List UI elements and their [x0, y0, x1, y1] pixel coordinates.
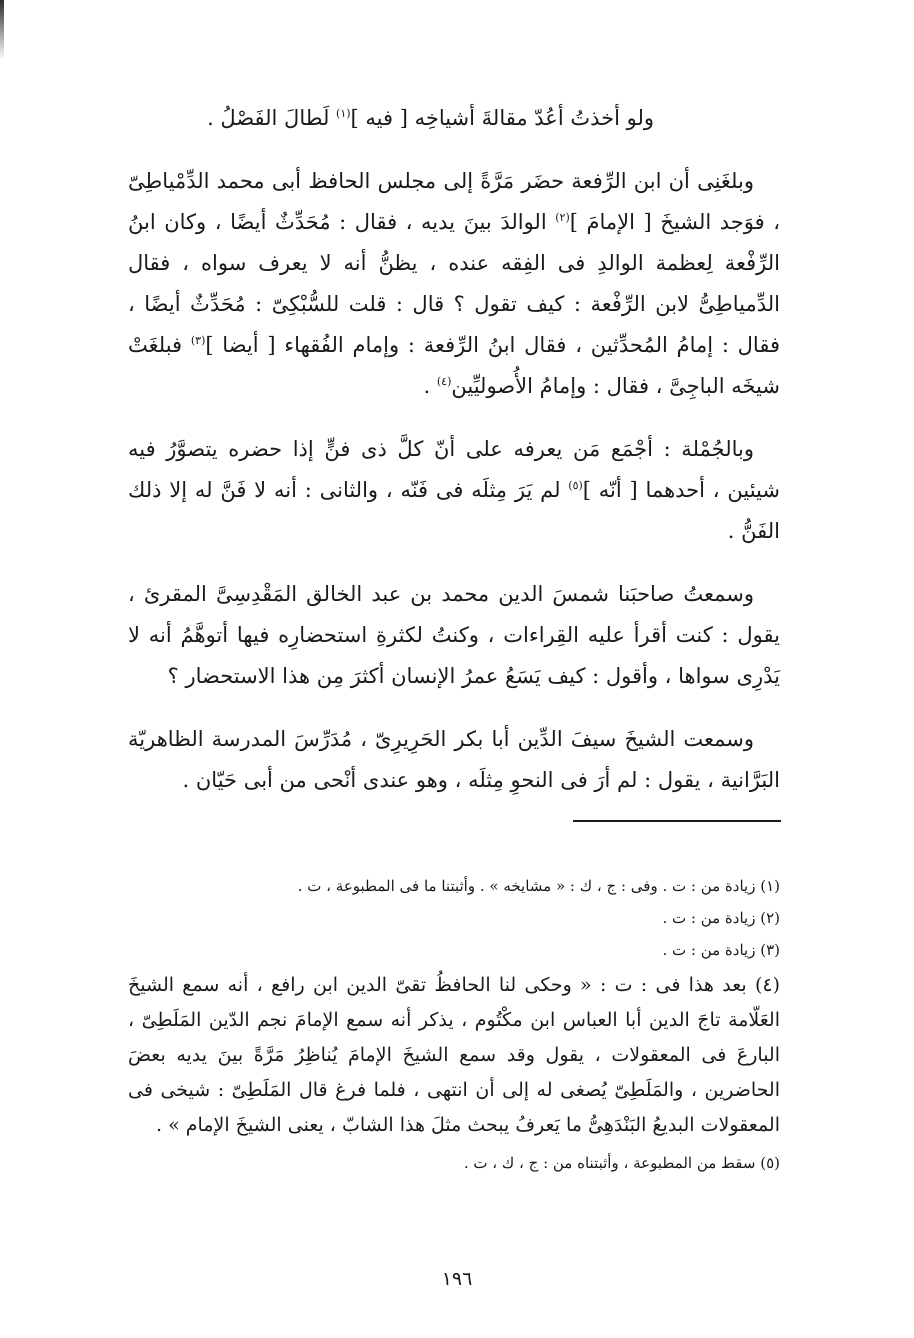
footnote-ref-3: (٣) [190, 334, 206, 347]
paragraph-3: وبالجُمْلة : أجْمَع مَن يعرفه على أنّ كلَّ ذى فنٍّ إذا حضره يتصوَّرُ فيه شيئين ، أحدهما [ أنّه ]$^{(٥)}$ لم يَرَ مِثلَه فى فَنّه ، والثانى : أنه لا فَنَّ له إلا ذلك الفَنُّ . [128, 437, 780, 543]
paragraph-2: وبلغَنِى أن ابن الرِّفعة حضَر مَرَّةً إلى مجلس الحافظ أبى محمد الدِّمْياطِىّ ، فوَجد الشيخَ [ الإمامَ ]$^{(٢)}$ الوالدَ بينَ يديه ، فقال : مُحَدِّثٌ أيضًا ، وكان ابنُ الرِّفْعة لِعظمة الوالدِ فى الفِقه عنده ، يظنُّ أنه لا يعرف سواه ، فقال الدِّمياطِىُّ لابن الرِّفْعة : كيف تقول ؟ قال : قلت للسُّبْكِىّ : مُحَدِّثٌ أيضًا ، فقال : إمامُ المُحدِّثين ، فقال ابنُ الرِّفعة : وإمام الفُقهاء [ أيضا ]$^{(٣)}$ فبلغَتْ شيخَه الباجِىَّ ، فقال : وإمامُ الأُصوليِّين$^{(٤)}$ . [128, 169, 780, 398]
footnote-ref-1: (١) [336, 107, 351, 120]
footnote-3: (٣) زيادة من : ت . [662, 941, 780, 959]
footnote-2: (٢) زيادة من : ت . [662, 909, 780, 927]
page-number: ١٩٦ [441, 1268, 473, 1290]
footnote-ref-5: (٥) [568, 479, 583, 492]
paragraph-5: وسمعت الشيخَ سيفَ الدِّين أبا بكر الحَرِيرِىّ ، مُدَرِّسَ المدرسة الظاهريّة البَرَّانية ، يقول : لم أرَ فى النحوِ مِثلَه ، وهو عندى أنْحى من أبى حَيّان . [128, 727, 780, 792]
footnote-separator [573, 820, 781, 822]
footnote-1: (١) زيادة من : ت . وفى : ج ، ك : « مشايخه » . وأثبتنا ما فى المطبوعة ، ت . [297, 877, 780, 895]
footnote-4: (٤) بعد هذا فى : ت : « وحكى لنا الحافظُ تقىّ الدين ابن رافع ، أنه سمع الشيخَ العَلّامة تاجَ الدين أبا العباس ابن مكْتُوم ، يذكر أنه سمع الإمامَ نجم الدّين المَلَطِىّ ، البارعَ فى المعقولات ، يقول وقد سمع الشيخَ الإمامَ يُناظِرُ مَرَّةً بينَ يديه بعضَ الحاضرين ، والمَلَطِىّ يُصغى له إلى أن انتهى ، فلما فرغ قال المَلَطِىّ : شيخى فى المعقولات البديعُ البَنْدَهِىُّ ما يَعرفُ يبحث مثلَ هذا الشابّ ، يعنى الشيخَ الإمام » . [128, 974, 780, 1136]
footnotes [128, 870, 780, 1179]
paragraph-1: ولو أخذتُ أعُدّ مقالةَ أشياخِه [ فيه ]$^{(١)}$ لَطالَ الفَصْلُ . [207, 106, 654, 130]
footnote-ref-2: (٢) [555, 211, 570, 224]
scan-edge-mark [0, 0, 4, 60]
paragraph-4: وسمعتُ صاحبَنا شمسَ الدين محمد بن عبد الخالق المَقْدِسِىَّ المقرئ ، يقول : كنت أقرأ عليه القِراءات ، وكنتُ لكثرةِ استحضارِه فيها أتوهَّمُ أنه لا يَدْرِى سواها ، وأقول : كيف يَسَعُ عمرُ الإنسان أكثرَ مِن هذا الاستحضار ؟ [128, 582, 780, 688]
footnote-ref-4: (٤) [436, 375, 452, 388]
main-text [128, 98, 780, 823]
footnote-5: (٥) سقط من المطبوعة ، وأثبتناه من : ج ، ك ، ت . [463, 1154, 780, 1172]
